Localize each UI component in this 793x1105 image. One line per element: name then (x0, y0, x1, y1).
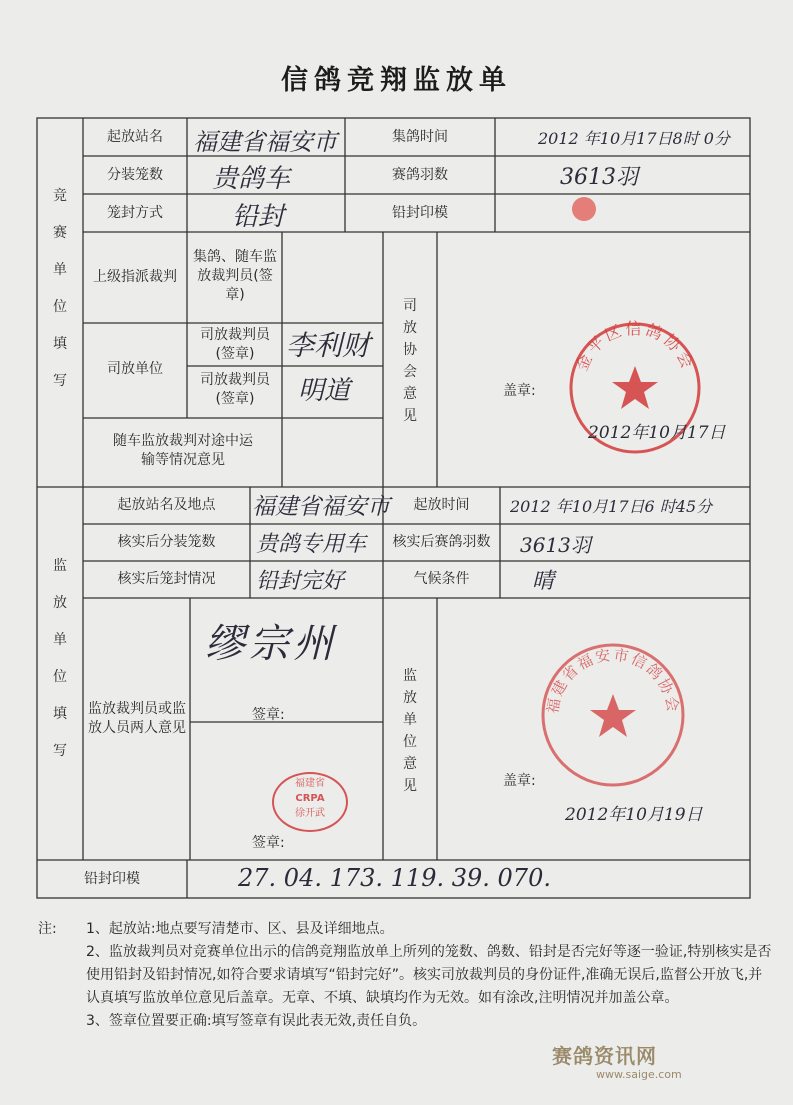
seal-mold-row-label: 铅封印模 (84, 871, 140, 887)
note-item: 3、签章位置要正确:填写签章有误此表无效,责任自负。 (86, 1013, 427, 1029)
note-item: 1、起放站:地点要写清楚市、区、县及详细地点。 (86, 921, 394, 937)
section1-side-label: 竞 赛 单 位 填 写 (53, 188, 67, 389)
pigeon-count-label: 赛鸽羽数 (392, 167, 448, 183)
release-referee1-label: 司放裁判员(签章) (200, 327, 270, 362)
supervisor-opinion-label: 监放裁判员或监放人员两人意见 (88, 701, 186, 736)
cage-count-value: 贵鸽车 (212, 164, 291, 194)
verified-pigeons-value: 3613羽 (520, 533, 591, 557)
unit-sign-date: 2012年10月19日 (565, 805, 703, 825)
verified-cages-value: 贵鸽专用车 (256, 532, 367, 557)
release-time-value: 2012 年10月17日6 时45分 (510, 497, 713, 516)
sign-label-2: 签章: (252, 835, 285, 851)
verified-pigeons-label: 核实后赛鸽羽数 (392, 534, 491, 550)
assoc-opinion-label: 司 放 协 会 意 见 (403, 298, 417, 424)
release-referee2-label: 司放裁判员(签章) (200, 372, 270, 407)
seal-mold-row-value: 27. 04. 173. 119. 39. 070. (238, 864, 551, 892)
release-referee2-signature: 明道 (298, 376, 351, 406)
gather-time-value: 2012 年10月17日8时 0分 (538, 129, 730, 148)
release-station-label: 起放站名 (107, 129, 163, 145)
watermark-logo: 赛鸽资讯网 (552, 1044, 657, 1068)
note-item: 2、监放裁判员对竞赛单位出示的信鸽竞翔监放单上所列的笼数、鸽数、铅封是否完好等逐一验证,特别核实是否使用铅封及铅封情况,如符合要求请填写“铅封完好”。核实司放裁判员的身份证件,准确无误后,监督公开放飞,并认真填写监放单位意见后盖章。无章、不填、缺填均作为无效。如有涂改,注明情况并加盖公章。 (86, 944, 772, 1006)
supervisor-signature: 缪宗州 (205, 621, 337, 667)
pigeon-count-value: 3613羽 (560, 165, 638, 190)
seal-method-value: 铅封 (232, 202, 285, 232)
section2-side-label: 监 放 单 位 填 写 (53, 558, 67, 759)
small-referee-stamp: 福建省 CRPA 徐开武 (272, 772, 348, 832)
unit-opinion-label: 监 放 单 位 意 见 (403, 668, 417, 794)
unit-seal-label: 盖章: (503, 773, 536, 789)
seal-method-label: 笼封方式 (107, 205, 163, 221)
weather-label: 气候条件 (413, 571, 470, 587)
svg-text:福建省福安市信鸽协会: 福建省福安市信鸽协会 (543, 645, 683, 715)
gather-referee-label: 集鸽、随车监放裁判员(签章) (193, 249, 277, 303)
page-title: 信鸽竞翔监放单 (281, 65, 512, 96)
assoc-seal-label: 盖章: (503, 383, 536, 399)
assoc-sign-date: 2012年10月17日 (588, 423, 726, 443)
release-station-value: 福建省福安市 (193, 128, 337, 156)
sign-label-1: 签章: (252, 707, 285, 723)
station-location-value: 福建省福安市 (252, 494, 390, 520)
superior-referee-label: 上级指派裁判 (93, 269, 177, 285)
release-referee1-signature: 李利财 (286, 329, 371, 362)
cage-count-label: 分装笼数 (107, 167, 163, 183)
seal-mold-imprint (572, 197, 596, 221)
releasing-unit-label: 司放单位 (107, 361, 163, 377)
gather-time-label: 集鸽时间 (392, 129, 448, 145)
release-time-label: 起放时间 (413, 497, 470, 513)
verified-cages-label: 核实后分装笼数 (117, 534, 216, 550)
station-location-label: 起放站名及地点 (117, 497, 216, 513)
transport-opinion-label: 随车监放裁判对途中运输等情况意见 (113, 433, 253, 468)
verified-seal-label: 核实后笼封情况 (117, 571, 216, 587)
notes-lead: 注: (38, 921, 57, 937)
weather-value: 晴 (532, 569, 555, 594)
watermark-url: www.saige.com (596, 1068, 682, 1081)
svg-text:金平区信鸽协会: 金平区信鸽协会 (571, 318, 699, 374)
seal-mold-label: 铅封印模 (392, 205, 448, 221)
verified-seal-value: 铅封完好 (256, 569, 345, 594)
fuan-association-stamp (538, 640, 688, 790)
